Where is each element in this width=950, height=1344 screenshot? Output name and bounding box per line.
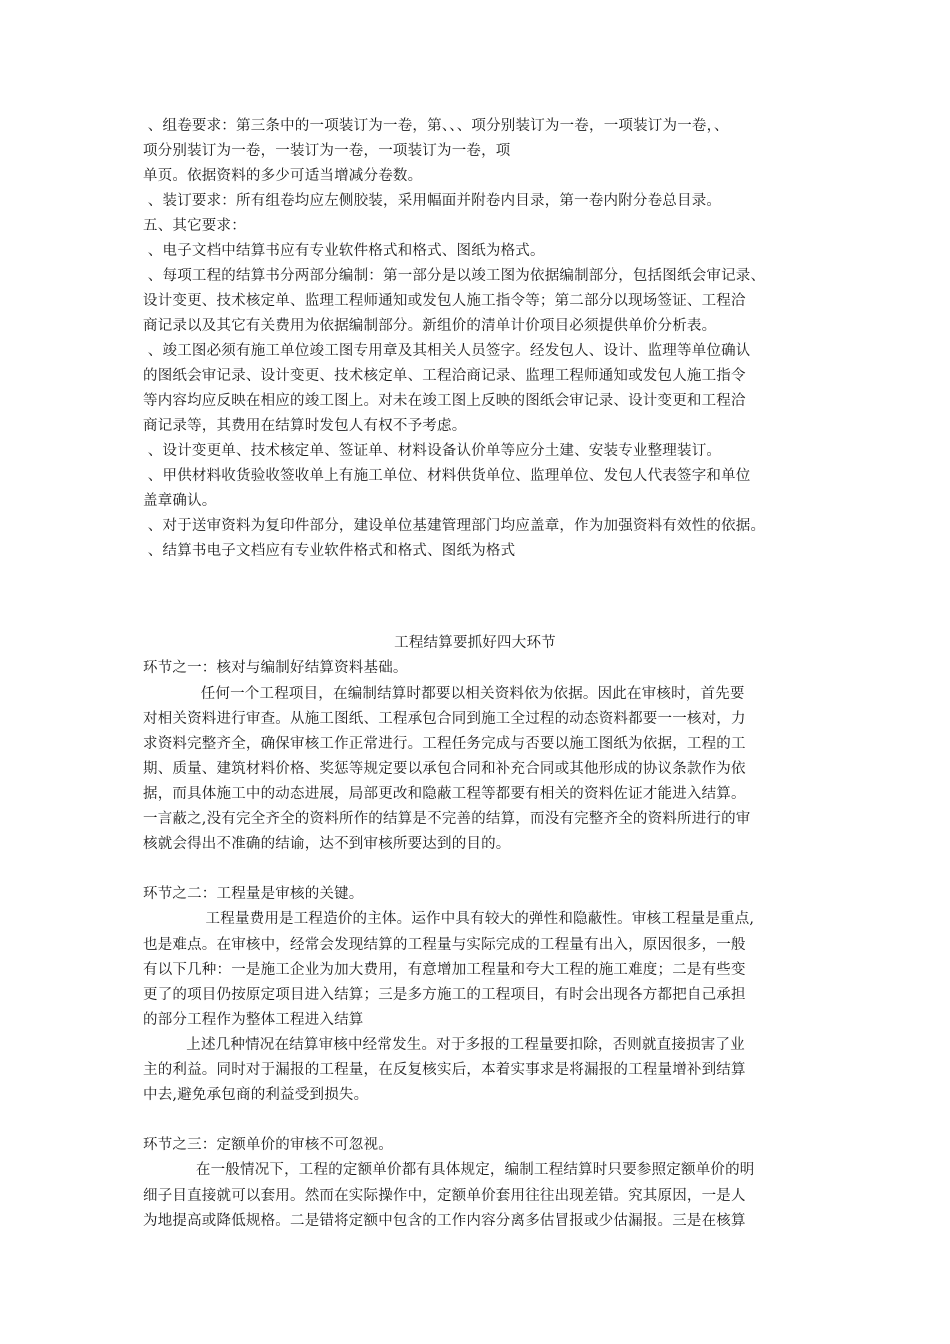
text-line: 项分别装订为一卷，一装订为一卷，一项装订为一卷，项: [143, 143, 511, 159]
text-line: 、竣工图必须有施工单位竣工图专用章及其相关人员签字。经发包人、设计、监理等单位确认: [143, 343, 751, 359]
text-line: 更了的项目仍按原定项目进入结算；三是多方施工的工程项目，有时会出现各方都把自己承担: [143, 987, 746, 1003]
text-line: 、设计变更单、技术核定单、签证单、材料设备认价单等应分土建、安装专业整理装订。: [143, 443, 722, 459]
text-line: 在一般情况下，工程的定额单价都有具体规定，编制工程结算时只要参照定额单价的明: [143, 1162, 755, 1178]
text-line: 盖章确认。: [143, 493, 217, 509]
text-line: 商记录以及其它有关费用为依据编制部分。新组价的清单计价项目必须提供单价分析表。: [143, 318, 717, 334]
text-line: 一言蔽之,没有完全齐全的资料所作的结算是不完善的结算，而没有完整齐全的资料所进行的审: [143, 811, 751, 827]
text-line: 中去,避免承包商的利益受到损失。: [143, 1087, 369, 1103]
text-line: 求资料完整齐全，确保审核工作正常进行。工程任务完成与否要以施工图纸为依据，工程的工: [143, 736, 746, 752]
text-line: 、组卷要求：第三条中的一项装订为一卷，第、、、项分别装订为一卷，一项装订为一卷，、: [143, 118, 729, 134]
text-line: 单页。依据资料的多少可适当增减分卷数。: [143, 168, 423, 184]
text-line: 据，而具体施工中的动态进展，局部更改和隐蔽工程等都要有相关的资料佐证才能进入结算。: [143, 786, 746, 802]
section-heading: 五、其它要求：: [143, 218, 246, 234]
text-line: 、结算书电子文档应有专业软件格式和格式、图纸为格式: [143, 543, 516, 559]
text-line: 设计变更、技术核定单、监理工程师通知或发包人施工指令等；第二部分以现场签证、工程洽: [143, 293, 746, 309]
text-line: 细子目直接就可以套用。然而在实际操作中，定额单价套用往往出现差错。究其原因，一是人: [143, 1188, 746, 1204]
text-line: 有以下几种：一是施工企业为加大费用，有意增加工程量和夸大工程的施工难度；二是有些变: [143, 962, 746, 978]
text-line: 对相关资料进行审查。从施工图纸、工程承包合同到施工全过程的动态资料都要一一核对，力: [143, 711, 746, 727]
text-line: 、每项工程的结算书分两部分编制：第一部分是以竣工图为依据编制部分，包括图纸会审记录、: [143, 268, 766, 284]
text-line: 、装订要求：所有组卷均应左侧胶装，采用幅面并附卷内目录，第一卷内附分卷总目录。: [143, 193, 722, 209]
text-line: 等内容均应反映在相应的竣工图上。对未在竣工图上反映的图纸会审记录、设计变更和工程洽: [143, 393, 746, 409]
text-line: 、甲供材料收货验收签收单上有施工单位、材料供货单位、监理单位、发包人代表签字和单位: [143, 468, 751, 484]
text-line: 为地提高或降低规格。二是错将定额中包含的工作内容分离多估冒报或少估漏报。三是在核算: [143, 1213, 746, 1229]
text-line: 商记录等，其费用在结算时发包人有权不予考虑。: [143, 418, 467, 434]
text-line: 期、质量、建筑材料价格、奖惩等规定要以承包合同和补充合同或其他形成的协议条款作为依: [143, 761, 746, 777]
text-line: 核就会得出不准确的结谕，达不到审核所要达到的目的。: [143, 836, 511, 852]
subsection-heading: 环节之二：工程量是审核的关键。: [143, 886, 364, 902]
text-line: 工程量费用是工程造价的主体。运作中具有较大的弹性和隐蔽性。审核工程量是重点,: [143, 911, 755, 927]
text-line: 的图纸会审记录、设计变更、技术核定单、工程洽商记录、监理工程师通知或发包人施工指令: [143, 368, 746, 384]
subsection-heading: 环节之三：定额单价的审核不可忽视。: [143, 1137, 393, 1153]
text-line: 、电子文档中结算书应有专业软件格式和格式、图纸为格式。: [143, 243, 545, 259]
text-line: 主的利益。同时对于漏报的工程量，在反复核实后，本着实事求是将漏报的工程量增补到结算: [143, 1062, 746, 1078]
text-line: 任何一个工程项目，在编制结算时都要以相关资料依为依据。因此在审核时，首先要: [143, 686, 745, 702]
text-line: 、对于送审资料为复印件部分，建设单位基建管理部门均应盖章，作为加强资料有效性的依据。: [143, 518, 766, 534]
text-line: 上述几种情况在结算审核中经常发生。对于多报的工程量要扣除，否则就直接损害了业: [143, 1037, 745, 1053]
text-line: 也是难点。在审核中，经常会发现结算的工程量与实际完成的工程量有出入，原因很多，一般: [143, 937, 746, 953]
subsection-heading: 环节之一：核对与编制好结算资料基础。: [143, 660, 408, 676]
text-line: 的部分工程作为整体工程进入结算: [143, 1012, 364, 1028]
article-title: 工程结算要抓好四大环节: [394, 635, 556, 651]
